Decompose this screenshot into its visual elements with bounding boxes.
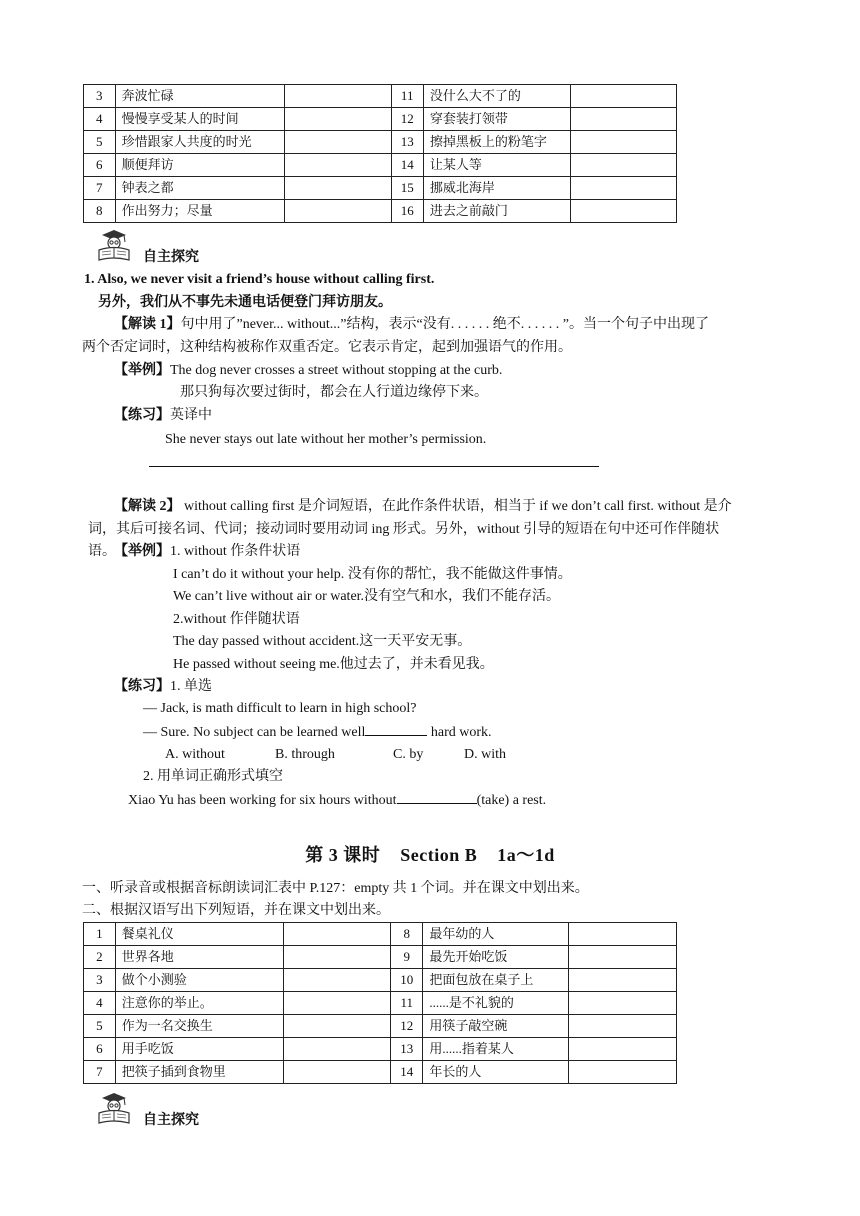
phrase-cn: 擦掉黑板上的粉笔字	[423, 131, 570, 154]
phrase-table-2	[83, 922, 677, 1084]
practice1-sentence: She never stays out late without her mother’s permission.	[165, 432, 487, 447]
answer-cell[interactable]	[283, 946, 390, 969]
row-number: 13	[391, 1038, 423, 1061]
answer-cell[interactable]	[569, 969, 677, 992]
row-number: 5	[84, 131, 116, 154]
answer-cell[interactable]	[569, 923, 677, 946]
example2-line4: He passed without seeing me.他过去了，并未看见我。	[173, 657, 494, 672]
jiedu2-line3: 语。	[88, 544, 116, 559]
phrase-cn: 最先开始吃饭	[423, 946, 569, 969]
answer-cell[interactable]	[285, 154, 391, 177]
answer-cell[interactable]	[569, 946, 677, 969]
table-row	[84, 200, 677, 223]
phrase-cn: 最年幼的人	[423, 923, 569, 946]
practice2-line	[114, 676, 212, 698]
mc-question-line2	[143, 721, 492, 744]
answer-cell[interactable]	[283, 969, 390, 992]
practice-tag-2: 【练习】	[114, 679, 170, 694]
row-number: 5	[84, 1015, 116, 1038]
answer-cell[interactable]	[285, 108, 391, 131]
answer-cell[interactable]	[285, 177, 391, 200]
jiedu2-line1	[114, 496, 732, 518]
phrase-cn: 挪威北海岸	[423, 177, 570, 200]
phrase-cn: 年长的人	[423, 1061, 569, 1084]
jiedu1-text-a: 句中用了”never... without...”结构，表示“没有. . . . . . 绝不. . . . . . ”。当一个句子中出现了	[180, 317, 709, 332]
phrase-cn: 用筷子敲空碗	[423, 1015, 569, 1038]
option-a[interactable]: A. without	[165, 747, 225, 762]
row-number: 8	[391, 923, 423, 946]
table-row	[84, 108, 677, 131]
jiedu1-tag: 【解读 1】	[114, 317, 181, 332]
row-number: 11	[391, 992, 423, 1015]
row-number: 10	[391, 969, 423, 992]
table-row	[84, 154, 677, 177]
jiedu1-line2: 两个否定词时，这种结构被称作双重否定。它表示肯定，起到加强语气的作用。	[82, 340, 572, 355]
answer-cell[interactable]	[569, 1038, 677, 1061]
answer-line[interactable]	[149, 466, 599, 467]
jiedu2-tag: 【解读 2】	[114, 499, 181, 514]
lesson-title: 第 3 课时 Section B 1a～1d	[305, 845, 555, 865]
phrase-cn: 餐桌礼仪	[115, 923, 283, 946]
reading-student-icon-2	[95, 1091, 133, 1125]
phrase-cn: 让某人等	[423, 154, 570, 177]
answer-cell[interactable]	[285, 200, 391, 223]
example1-chinese: 那只狗每次要过街时，都会在人行道边缘停下来。	[180, 385, 488, 400]
practice2-head2: 2. 用单词正确形式填空	[143, 769, 283, 784]
practice1-line	[114, 405, 212, 427]
phrase-cn: 把筷子插到食物里	[115, 1061, 283, 1084]
row-number: 13	[391, 131, 423, 154]
phrase-cn: 没什么大不了的	[423, 85, 570, 108]
instruction-1: 一、听录音或根据音标朗读词汇表中 P.127：empty 共 1 个词。并在课文中划出来。	[82, 881, 589, 896]
row-number: 6	[84, 1038, 116, 1061]
jiedu1-line1	[114, 314, 709, 336]
row-number: 14	[391, 154, 423, 177]
row-number: 8	[84, 200, 116, 223]
row-number: 16	[391, 200, 423, 223]
question-english: 1. Also, we never visit a friend’s house without calling first.	[84, 272, 435, 287]
option-c[interactable]: C. by	[393, 747, 424, 762]
answer-cell[interactable]	[569, 1061, 677, 1084]
mc-question-text-a: — Sure. No subject can be learned well	[143, 725, 366, 740]
practice1-label: 英译中	[170, 408, 212, 423]
answer-cell[interactable]	[570, 177, 676, 200]
table-row	[84, 1015, 677, 1038]
row-number: 1	[84, 923, 116, 946]
table-row	[84, 1061, 677, 1084]
answer-cell[interactable]	[570, 131, 676, 154]
row-number: 15	[391, 177, 423, 200]
explore-heading: 自主探究	[143, 250, 199, 265]
row-number: 4	[84, 108, 116, 131]
phrase-cn: 顺便拜访	[115, 154, 285, 177]
row-number: 7	[84, 1061, 116, 1084]
fill-blank-sentence	[128, 789, 546, 812]
reading-student-icon	[95, 228, 133, 262]
explore-heading-2: 自主探究	[143, 1113, 199, 1128]
phrase-cn: 把面包放在桌子上	[423, 969, 569, 992]
row-number: 12	[391, 1015, 423, 1038]
row-number: 12	[391, 108, 423, 131]
phrase-cn: 穿套装打领带	[423, 108, 570, 131]
example2-head2: 2.without 作伴随状语	[173, 612, 300, 627]
row-number: 7	[84, 177, 116, 200]
instruction-2: 二、根据汉语写出下列短语，并在课文中划出来。	[82, 903, 390, 918]
phrase-cn: 慢慢享受某人的时间	[115, 108, 285, 131]
answer-cell[interactable]	[570, 85, 676, 108]
example2-first	[114, 541, 300, 563]
row-number: 9	[391, 946, 423, 969]
phrase-cn: 奔波忙碌	[115, 85, 285, 108]
example1-english: The dog never crosses a street without stopping at the curb.	[170, 363, 503, 378]
mc-question-line1: — Jack, is math difficult to learn in high school?	[143, 701, 417, 716]
answer-cell[interactable]	[569, 992, 677, 1015]
phrase-cn: 注意你的举止。	[115, 992, 283, 1015]
row-number: 4	[84, 992, 116, 1015]
answer-cell[interactable]	[570, 200, 676, 223]
answer-cell[interactable]	[570, 108, 676, 131]
phrase-cn: ......是不礼貌的	[423, 992, 569, 1015]
phrase-table-1	[83, 84, 677, 223]
answer-cell[interactable]	[285, 85, 391, 108]
table-row	[84, 131, 677, 154]
row-number: 6	[84, 154, 116, 177]
table-row	[84, 177, 677, 200]
example2-line2: We can’t live without air or water.没有空气和水，我们不能存活。	[173, 589, 561, 604]
phrase-cn: 用手吃饭	[115, 1038, 283, 1061]
jiedu2-text-a: without calling first 是介词短语，在此作条件状语，相当于 if we don’t call first. without 是介	[180, 499, 732, 514]
option-b[interactable]: B. through	[275, 747, 335, 762]
jiedu2-line2: 词，其后可接名词、代词；接动词时要用动词 ing 形式。另外，without 引导的短语在句中还可作伴随状	[88, 522, 720, 537]
phrase-cn: 作出努力；尽量	[115, 200, 285, 223]
phrase-cn: 用......指着某人	[423, 1038, 569, 1061]
table-row	[84, 1038, 677, 1061]
table-row	[84, 969, 677, 992]
row-number: 2	[84, 946, 116, 969]
row-number: 14	[391, 1061, 423, 1084]
mc-question-text-b: hard work.	[427, 725, 492, 740]
answer-cell[interactable]	[570, 154, 676, 177]
answer-cell[interactable]	[283, 1015, 390, 1038]
fill-answer-blank[interactable]	[397, 789, 477, 804]
fill-text-b: (take) a rest.	[476, 793, 547, 808]
option-d[interactable]: D. with	[464, 747, 506, 762]
table-row	[84, 992, 677, 1015]
table-row	[84, 946, 677, 969]
phrase-cn: 钟表之都	[115, 177, 285, 200]
mc-answer-blank[interactable]	[365, 721, 427, 736]
table-row	[84, 923, 677, 946]
fill-text-a: Xiao Yu has been working for six hours without	[128, 793, 397, 808]
example2-line1: I can’t do it without your help. 没有你的帮忙，我不能做这件事情。	[173, 567, 572, 582]
phrase-cn: 作为一名交换生	[115, 1015, 283, 1038]
row-number: 11	[391, 85, 423, 108]
practice-tag: 【练习】	[114, 408, 170, 423]
phrase-cn: 进去之前敲门	[423, 200, 570, 223]
phrase-cn: 世界各地	[115, 946, 283, 969]
answer-cell[interactable]	[569, 1015, 677, 1038]
example-tag-2: 【举例】	[114, 544, 170, 559]
answer-cell[interactable]	[283, 992, 390, 1015]
phrase-cn: 做个小测验	[115, 969, 283, 992]
answer-cell[interactable]	[283, 1061, 390, 1084]
question-chinese: 另外，我们从不事先未通电话便登门拜访朋友。	[98, 295, 392, 310]
phrase-cn: 珍惜跟家人共度的时光	[115, 131, 285, 154]
example2-head: 1. without 作条件状语	[170, 544, 301, 559]
answer-cell[interactable]	[283, 1038, 390, 1061]
answer-cell[interactable]	[285, 131, 391, 154]
practice2-head: 1. 单选	[170, 679, 212, 694]
example2-line3: The day passed without accident.这一天平安无事。	[173, 634, 472, 649]
example-tag: 【举例】	[114, 363, 170, 378]
answer-cell[interactable]	[283, 923, 390, 946]
example1-line	[114, 360, 502, 382]
row-number: 3	[84, 85, 116, 108]
row-number: 3	[84, 969, 116, 992]
table-row	[84, 85, 677, 108]
